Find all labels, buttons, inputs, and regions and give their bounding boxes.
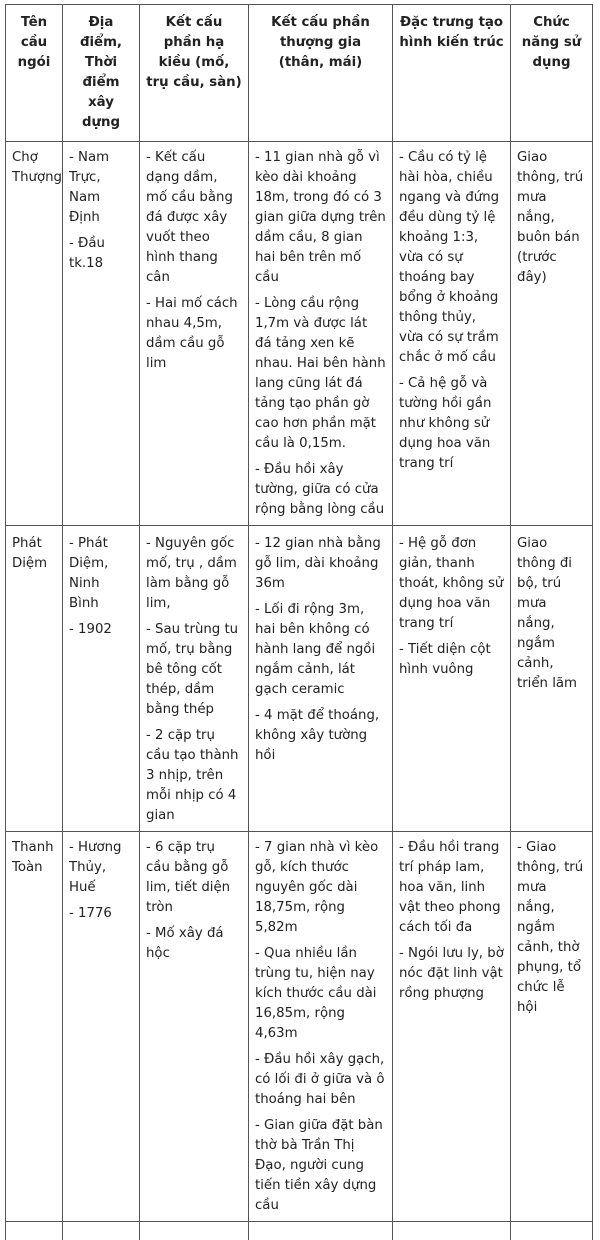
cell-features — [393, 832, 511, 1222]
table-header-row — [6, 5, 593, 142]
header-substructure: Kết cấu phần hạ kiều (mố, trụ cầu, sàn) — [140, 5, 249, 142]
cell-paragraph: - 2 cặp trụ cầu tạo thành 3 nhịp, trên mỗi nhịp có 4 gian — [146, 726, 242, 826]
cell-paragraph: - Sau trùng tu mố, trụ bằng bê tông cốt thép, dầm bằng thép — [146, 620, 242, 720]
cell-paragraph: - 11 gian nhà gỗ vì kèo dài khoảng 18m, trong đó có 3 gian giữa dựng trên dầm cầu, 8 gian hai bên trên mố cầu — [255, 148, 386, 288]
header-name: Tên cầu ngói — [6, 5, 63, 142]
cell-paragraph: - Đầu tk.18 — [69, 234, 133, 274]
cell-paragraph: - Phát Diệm, Ninh Bình — [69, 534, 133, 614]
cell-paragraph: - Nam Trực, Nam Định — [69, 148, 133, 228]
cell-paragraph: - Đầu hồi trang trí pháp lam, hoa văn, linh vật theo phong cách tối đa — [399, 838, 504, 938]
cell-features — [393, 526, 511, 832]
cell-function — [511, 526, 593, 832]
cell-paragraph: - Nguyên gốc mố, trụ , dầm làm bằng gỗ lim, — [146, 534, 242, 614]
cell-paragraph: - 7 gian nhà vì kèo gỗ, kích thước nguyên gốc dài 18,75m, rộng 5,82m — [255, 838, 386, 938]
tail-cell — [511, 1222, 593, 1240]
tail-cell — [63, 1222, 140, 1240]
header-superstructure: Kết cấu phần thượng gia (thân, mái) — [249, 5, 393, 142]
cell-paragraph: - 4 mặt để thoáng, không xây tường hồi — [255, 706, 386, 766]
cell-substructure — [140, 526, 249, 832]
cell-function — [511, 832, 593, 1222]
cell-name — [6, 142, 63, 526]
header-features: Đặc trưng tạo hình kiến trúc — [393, 5, 511, 142]
cell-paragraph: - Cầu có tỷ lệ hài hòa, chiều ngang và đứng đều dùng tỷ lệ khoảng 1:3, vừa có sự thoáng bay bổng ở khoảng thông thủy, vừa có sự trầm chắc ở mố cầu — [399, 148, 504, 368]
cell-paragraph: - Hương Thủy, Huế — [69, 838, 133, 898]
cell-paragraph: Giao thông, trú mưa nắng, buôn bán (trước đây) — [517, 148, 586, 288]
cell-superstructure — [249, 142, 393, 526]
cell-paragraph: - Tiết diện cột hình vuông — [399, 640, 504, 680]
cell-paragraph: - Gian giữa đặt bàn thờ bà Trần Thị Đạo, người cung tiến tiền xây dựng cầu — [255, 1116, 386, 1216]
tail-cell — [393, 1222, 511, 1240]
tail-cell — [249, 1222, 393, 1240]
cell-superstructure — [249, 832, 393, 1222]
bridge-name: Thanh Toàn — [12, 838, 56, 878]
bridge-name: Chợ Thượng — [12, 148, 56, 188]
cell-paragraph: - Đầu hồi xây gạch, có lối đi ở giữa và ô thoáng hai bên — [255, 1050, 386, 1110]
cell-paragraph: - 12 gian nhà bằng gỗ lim, dài khoảng 36m — [255, 534, 386, 594]
cell-paragraph: - Đầu hồi xây tường, giữa có cửa rộng bằng lòng cầu — [255, 460, 386, 520]
table-row — [6, 832, 593, 1222]
cell-superstructure — [249, 526, 393, 832]
cell-paragraph: - Qua nhiều lần trùng tu, hiện nay kích thước cầu dài 16,85m, rộng 4,63m — [255, 944, 386, 1044]
cell-paragraph: - 1776 — [69, 904, 133, 924]
bridge-name: Phát Diệm — [12, 534, 56, 574]
cell-paragraph: - Mố xây đá hộc — [146, 924, 242, 964]
cell-function — [511, 142, 593, 526]
cell-paragraph: - Ngói lưu ly, bờ nóc đặt linh vật rồng phượng — [399, 944, 504, 1004]
cell-location — [63, 526, 140, 832]
cell-paragraph: - Hai mố cách nhau 4,5m, dầm cầu gỗ lim — [146, 294, 242, 374]
cell-paragraph: - Giao thông, trú mưa nắng, ngắm cảnh, thờ phụng, tổ chức lễ hội — [517, 838, 586, 1018]
cell-name — [6, 832, 63, 1222]
cell-location — [63, 142, 140, 526]
cell-paragraph: - Cả hệ gỗ và tường hồi gần như không sử dụng hoa văn trang trí — [399, 374, 504, 474]
cell-paragraph: - Hệ gỗ đơn giản, thanh thoát, không sử dụng hoa văn trang trí — [399, 534, 504, 634]
cell-name — [6, 526, 63, 832]
tail-cell — [140, 1222, 249, 1240]
cell-features — [393, 142, 511, 526]
bridge-comparison-table — [5, 4, 593, 1240]
cell-paragraph: - Lối đi rộng 3m, hai bên không có hành lang để ngồi ngắm cảnh, lát gạch ceramic — [255, 600, 386, 700]
table-tail-row — [6, 1222, 593, 1240]
tail-cell — [6, 1222, 63, 1240]
header-function: Chức năng sử dụng — [511, 5, 593, 142]
cell-location — [63, 832, 140, 1222]
cell-paragraph: - Lòng cầu rộng 1,7m và được lát đá tảng xen kẽ nhau. Hai bên hành lang cũng lát đá tảng tạo phần gờ cao hơn phần mặt cầu là 0,15m. — [255, 294, 386, 454]
cell-substructure — [140, 142, 249, 526]
table-row — [6, 142, 593, 526]
cell-paragraph: Giao thông đi bộ, trú mưa nắng, ngắm cảnh, triển lãm — [517, 534, 586, 694]
header-location: Địa điểm, Thời điểm xây dựng — [63, 5, 140, 142]
cell-paragraph: - 6 cặp trụ cầu bằng gỗ lim, tiết diện tròn — [146, 838, 242, 918]
cell-paragraph: - 1902 — [69, 620, 133, 640]
table-row — [6, 526, 593, 832]
cell-substructure — [140, 832, 249, 1222]
cell-paragraph: - Kết cấu dạng dầm, mố cầu bằng đá được xây vuốt theo hình thang cân — [146, 148, 242, 288]
